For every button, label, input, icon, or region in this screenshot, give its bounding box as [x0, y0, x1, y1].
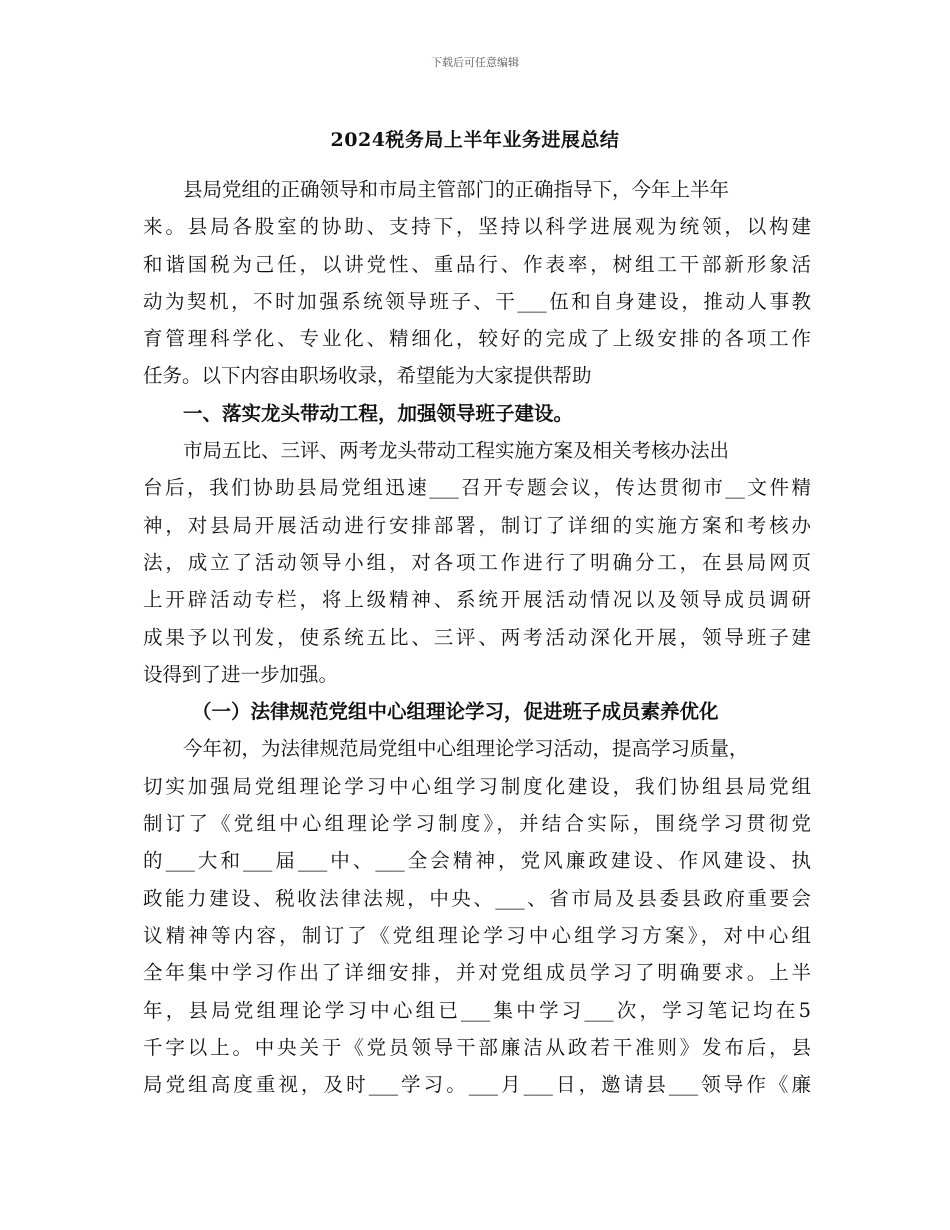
paragraph-line: 年，县局党组理论学习中心组已___集中学习___次，学习笔记均在5: [143, 998, 811, 1022]
paragraph-line: 议精神等内容，制订了《党组理论学习中心组学习方案》，对中心组: [143, 923, 811, 947]
paragraph-line: 切实加强局党组理论学习中心组学习制度化建设，我们协组县局党组: [143, 774, 811, 798]
paragraph-line: 动为契机，不时加强系统领导班子、干___伍和自身建设，推动人事教: [143, 289, 811, 313]
paragraph-line: 成果予以刊发，使系统五比、三评、两考活动深化开展，领导班子建: [143, 625, 811, 649]
paragraph-line: 法，成立了活动领导小组，对各项工作进行了明确分工，在县局网页: [143, 550, 811, 574]
paragraph-line: 任务。以下内容由职场收录，希望能为大家提供帮助: [143, 364, 592, 388]
paragraph-line: 上开辟活动专栏，将上级精神、系统开展活动情况以及领导成员调研: [143, 588, 811, 612]
paragraph-line: 台后，我们协助县局党组迅速___召开专题会议，传达贯彻市__文件精: [143, 476, 811, 500]
paragraph-line: 来。县局各股室的协助、支持下，坚持以科学进展观为统领，以构建: [143, 215, 811, 239]
paragraph-line: 设得到了进一步加强。: [143, 662, 339, 686]
paragraph-line: 市局五比、三评、两考龙头带动工程实施方案及相关考核办法出: [183, 439, 730, 463]
header-note: 下载后可任意编辑: [431, 56, 519, 69]
paragraph-line: 育管理科学化、专业化、精细化，较好的完成了上级安排的各项工作: [143, 327, 811, 351]
document-title: 2024税务局上半年业务进展总结: [330, 129, 620, 151]
paragraph-line: 局党组高度重视，及时___学习。___月___日，邀请县___领导作《廉: [143, 1073, 811, 1097]
paragraph-line: 的___大和___届___中、___全会精神，党风廉政建设、作风建设、执: [143, 849, 811, 873]
paragraph-line: 县局党组的正确领导和市局主管部门的正确指导下，今年上半年: [183, 178, 730, 201]
paragraph-line: 政能力建设、税收法律法规，中央、___、省市局及县委县政府重要会: [143, 886, 811, 910]
paragraph-line: 神，对县局开展活动进行安排部署，制订了详细的实施方案和考核办: [143, 513, 811, 537]
paragraph-line: 全年集中学习作出了详细安排，并对党组成员学习了明确要求。上半: [143, 961, 811, 985]
document-body: [143, 171, 811, 1103]
paragraph-line: 今年初，为法律规范局党组中心组理论学习活动，提高学习质量，: [183, 737, 749, 761]
subsection-heading: （一）法律规范党组中心组理论学习，促进班子成员素养优化: [192, 700, 719, 724]
section-heading: 一、落实龙头带动工程，加强领导班子建设。: [183, 401, 574, 425]
paragraph-line: 制订了《党组中心组理论学习制度》，并结合实际，围绕学习贯彻党: [143, 812, 811, 836]
paragraph-line: 和谐国税为己任，以讲党性、重品行、作表率，树组工干部新形象活: [143, 252, 811, 276]
paragraph-line: 千字以上。中央关于《党员领导干部廉洁从政若干准则》发布后，县: [143, 1035, 811, 1059]
